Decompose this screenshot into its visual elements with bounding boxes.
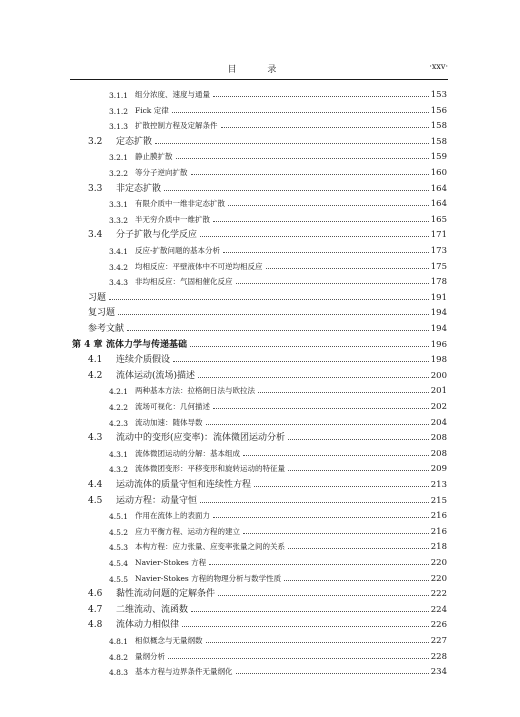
toc-dot-leader <box>213 517 429 518</box>
toc-dot-leader <box>168 658 429 659</box>
toc-entry-title: 扩散控制方程及定解条件 <box>135 121 218 131</box>
toc-entry-number: 3.1.2 <box>109 106 129 116</box>
toc-entry <box>0 661 447 677</box>
toc-entry-title: 习题 <box>88 292 107 303</box>
toc-dot-leader <box>218 595 429 596</box>
toc-dot-leader <box>288 548 429 549</box>
toc-entry-page: 160 <box>430 168 447 178</box>
toc-entry-title: 静止膜扩散 <box>135 152 173 162</box>
toc-dot-leader <box>288 470 429 471</box>
toc-entry-title: 本构方程：应力张量、应变率张量之间的关系 <box>135 542 285 552</box>
toc-entry <box>0 474 447 490</box>
toc-entry-title: 两种基本方法：拉格朗日法与欧拉法 <box>135 386 255 396</box>
toc-entry <box>0 396 447 412</box>
toc-dot-leader <box>109 299 429 300</box>
toc-entry-number: 4.5.1 <box>109 512 129 522</box>
toc-entry-title: 组分浓度、速度与通量 <box>135 90 210 99</box>
toc-entry <box>0 318 447 334</box>
toc-entry-title: 二维流动、流函数 <box>116 604 189 615</box>
toc-dot-leader <box>223 252 429 253</box>
toc-entry-page: 202 <box>430 402 447 412</box>
toc-entry-page: 191 <box>430 292 447 303</box>
toc-entry-page: 201 <box>430 386 447 397</box>
toc-entry-number: 4.3 <box>88 433 103 444</box>
toc-entry-number: 4.5 <box>88 495 103 506</box>
toc-entry-page: 215 <box>430 495 447 506</box>
toc-dot-leader <box>198 377 429 378</box>
toc-dot-leader <box>172 112 429 113</box>
toc-entry-title: 流动加速：随体导数 <box>135 417 203 427</box>
toc-entry-number: 第 4 章 <box>72 339 103 350</box>
toc-entry <box>0 271 447 287</box>
toc-entry <box>0 412 447 428</box>
toc-entry <box>0 599 447 615</box>
toc-entry <box>0 131 447 147</box>
toc-dot-leader <box>200 236 429 237</box>
toc-entry-title: Navier-Stokes 方程 <box>135 558 207 567</box>
toc-entry <box>0 240 447 256</box>
toc-entry-page: 208 <box>430 433 447 444</box>
toc-entry-title: 应力平衡方程、运动方程的建立 <box>135 526 240 536</box>
toc-entry-number: 4.1 <box>88 355 103 366</box>
toc-entry-page: 218 <box>430 542 447 553</box>
toc-dot-leader <box>213 221 429 222</box>
toc-entry-title: 流场可视化：几何描述 <box>135 402 210 411</box>
toc-entry-page: 220 <box>430 573 447 584</box>
toc-dot-leader <box>176 158 429 159</box>
toc-entry-number: 3.2.1 <box>109 153 129 163</box>
toc-entry <box>0 536 447 552</box>
toc-entry-title: 非均相反应：气固相催化反应 <box>135 277 233 287</box>
header-page-number: ·xxv· <box>429 62 448 71</box>
toc-entry-title: 运动流体的质量守恒和连续性方程 <box>116 480 252 490</box>
toc-entry-number: 4.5.2 <box>109 527 129 537</box>
toc-entry-page: 224 <box>430 604 447 615</box>
toc-entry-title: 流动中的变形(应变率)：流体微团运动分析 <box>116 433 286 444</box>
toc-entry-number: 4.4 <box>88 480 103 490</box>
toc-dot-leader <box>206 642 429 643</box>
toc-entry-number: 3.4.2 <box>109 262 129 272</box>
toc-entry <box>0 505 447 521</box>
toc-entry-title: 非定态扩散 <box>116 183 162 194</box>
toc-entry-number: 3.3 <box>88 183 103 194</box>
toc-entry-title: 分子扩散与化学反应 <box>116 230 198 241</box>
toc-chapter-entry <box>0 334 447 350</box>
toc-entry-number: 4.8 <box>88 620 103 631</box>
toc-entry-number: 4.3.2 <box>109 465 129 475</box>
toc-entry-number: 3.1.1 <box>109 91 129 100</box>
toc-entry-title: 流体运动(流场)描述 <box>116 370 196 381</box>
header-rule <box>70 79 448 80</box>
toc-entry <box>0 193 447 209</box>
toc-entry <box>0 115 447 131</box>
toc-entry-number: 3.3.2 <box>109 215 129 225</box>
toc-entry-page: 226 <box>430 620 447 631</box>
toc-entry-title: 流体微团变形：平移变形和旋转运动的特征量 <box>135 464 285 474</box>
toc-entry-page: 194 <box>430 324 447 334</box>
toc-dot-leader <box>191 174 429 175</box>
toc-entry-number: 3.4.3 <box>109 278 129 288</box>
toc-entry <box>0 490 447 506</box>
toc-entry-page: 173 <box>430 246 447 256</box>
toc-entry-page: 165 <box>430 214 447 225</box>
toc-entry-number: 3.1.3 <box>109 122 129 132</box>
toc-entry <box>0 256 447 272</box>
toc-entry-page: 227 <box>430 636 447 646</box>
toc-entry <box>0 568 447 584</box>
toc-entry-title: 流体微团运动的分解：基本组成 <box>135 448 240 458</box>
toc-entry-page: 156 <box>430 105 447 116</box>
toc-entry-number: 3.4 <box>88 230 103 241</box>
toc-entry-title: 定态扩散 <box>116 136 153 147</box>
toc-entry-page: 220 <box>430 558 447 568</box>
toc-entry-page: 158 <box>430 136 447 147</box>
toc-entry-title: 参考文献 <box>88 324 125 334</box>
toc-entry-title: Fick 定律 <box>135 105 169 115</box>
toc-dot-leader <box>127 330 429 331</box>
toc-entry <box>0 162 447 178</box>
toc-entry-page: 216 <box>430 511 447 522</box>
toc-entry-page: 204 <box>430 417 447 428</box>
toc-entry-title: 基本方程与边界条件无量纲化 <box>135 667 233 677</box>
toc-entry <box>0 427 447 443</box>
toc-entry-title: 半无穷介质中一维扩散 <box>135 214 210 224</box>
toc-entry-page: 222 <box>430 589 447 600</box>
toc-entry-page: 213 <box>430 480 447 490</box>
toc-entry-number: 3.3.1 <box>109 200 129 210</box>
toc-entry <box>0 302 447 318</box>
toc-dot-leader <box>155 143 429 144</box>
toc-dot-leader <box>164 190 429 191</box>
toc-entry <box>0 458 447 474</box>
toc-entry-page: 171 <box>430 230 447 241</box>
toc-entry-page: 216 <box>430 526 447 537</box>
toc-entry-title: 黏性流动问题的定解条件 <box>116 589 216 600</box>
toc-entry-number: 4.2.2 <box>109 403 129 412</box>
toc-entry-page: 164 <box>430 199 447 210</box>
toc-entry-page: 158 <box>430 121 447 132</box>
toc-entry <box>0 552 447 568</box>
toc-entry-title: 复习题 <box>88 308 116 319</box>
toc-dot-leader <box>209 564 429 565</box>
toc-dot-leader <box>221 127 429 128</box>
toc-entry-page: 208 <box>430 448 447 459</box>
toc-dot-leader <box>243 533 429 534</box>
toc-entry-page: 209 <box>430 464 447 475</box>
toc-dot-leader <box>191 611 429 612</box>
toc-entry <box>0 100 447 116</box>
toc-entry <box>0 365 447 381</box>
toc-entry-number: 4.5.4 <box>109 559 129 568</box>
toc-entry <box>0 209 447 225</box>
toc-entry-number: 4.7 <box>88 604 103 615</box>
toc-entry-page: 228 <box>430 651 447 662</box>
toc-dot-leader <box>213 96 429 97</box>
toc-dot-leader <box>254 486 429 487</box>
toc-dot-leader <box>118 314 429 315</box>
toc-dot-leader <box>288 439 429 440</box>
toc-entry-number: 4.8.3 <box>109 668 129 678</box>
toc-entry <box>0 84 447 100</box>
toc-entry-number: 3.4.1 <box>109 247 129 256</box>
header-title: 目 录 <box>227 65 291 75</box>
toc-entry <box>0 349 447 365</box>
toc-entry-page: 178 <box>430 277 447 288</box>
toc-dot-leader <box>258 392 429 393</box>
toc-entry <box>0 630 447 646</box>
toc-entry-number: 4.6 <box>88 589 103 600</box>
toc-entry <box>0 146 447 162</box>
toc-dot-leader <box>173 361 429 362</box>
toc-dot-leader <box>200 502 429 503</box>
toc-entry <box>0 287 447 303</box>
toc-entry-page: 234 <box>430 667 447 678</box>
toc-dot-leader <box>206 424 429 425</box>
toc-entry-page: 198 <box>430 355 447 366</box>
toc-dot-leader <box>236 673 429 674</box>
toc-entry-title: 量纲分析 <box>135 651 165 661</box>
toc-entry-number: 4.2 <box>88 370 103 381</box>
toc-entry <box>0 646 447 662</box>
toc-entry-number: 4.8.2 <box>109 652 129 662</box>
toc-dot-leader <box>182 626 429 627</box>
toc-dot-leader <box>228 205 429 206</box>
toc-entry-page: 196 <box>430 339 447 350</box>
toc-entry-page: 194 <box>430 308 447 319</box>
toc-entry-number: 4.5.5 <box>109 574 129 584</box>
toc-entry-number: 4.5.3 <box>109 543 129 553</box>
toc-entry-title: 作用在流体上的表面力 <box>135 511 210 521</box>
toc-entry-number: 4.2.3 <box>109 418 129 428</box>
toc-entry <box>0 178 447 194</box>
toc-entry <box>0 583 447 599</box>
toc-entry-page: 164 <box>430 183 447 194</box>
toc-entry-title: 流体力学与传递基础 <box>106 339 188 350</box>
toc-entry <box>0 224 447 240</box>
toc-dot-leader <box>236 283 429 284</box>
toc-entry-title: Navier-Stokes 方程的物理分析与数学性质 <box>135 573 282 583</box>
toc-dot-leader <box>243 455 429 456</box>
toc-entry <box>0 521 447 537</box>
toc-dot-leader <box>266 268 429 269</box>
toc-entry-page: 175 <box>430 261 447 272</box>
toc-entry-number: 3.2 <box>88 136 103 147</box>
toc-entry-number: 3.2.2 <box>109 169 129 178</box>
toc-entry <box>0 443 447 459</box>
toc-entry-title: 均相反应：平壁液体中不可逆均相反应 <box>135 261 263 271</box>
toc-entry-title: 连续介质假设 <box>116 355 171 366</box>
toc-entry-page: 200 <box>430 370 447 381</box>
page-header <box>70 62 448 78</box>
toc-dot-leader <box>190 346 429 347</box>
toc-entry-title: 有限介质中一维非定态扩散 <box>135 199 225 209</box>
toc-entry-number: 4.3.1 <box>109 449 129 459</box>
toc-entry <box>0 380 447 396</box>
toc-dot-leader <box>284 580 429 581</box>
toc-entry-title: 流体动力相似律 <box>116 620 180 631</box>
toc-entry-title: 反应-扩散问题的基本分析 <box>135 246 221 255</box>
toc-dot-leader <box>213 408 429 409</box>
toc-entry-number: 4.2.1 <box>109 387 129 397</box>
toc-entry-title: 等分子逆向扩散 <box>135 168 188 177</box>
toc-entry-title: 相似概念与无量纲数 <box>135 636 203 645</box>
toc-entry <box>0 614 447 630</box>
toc-entry-title: 运动方程：动量守恒 <box>116 495 198 506</box>
toc-entry-number: 4.8.1 <box>109 637 129 646</box>
toc-entry-page: 159 <box>430 152 447 163</box>
toc-entry-page: 153 <box>430 90 447 100</box>
